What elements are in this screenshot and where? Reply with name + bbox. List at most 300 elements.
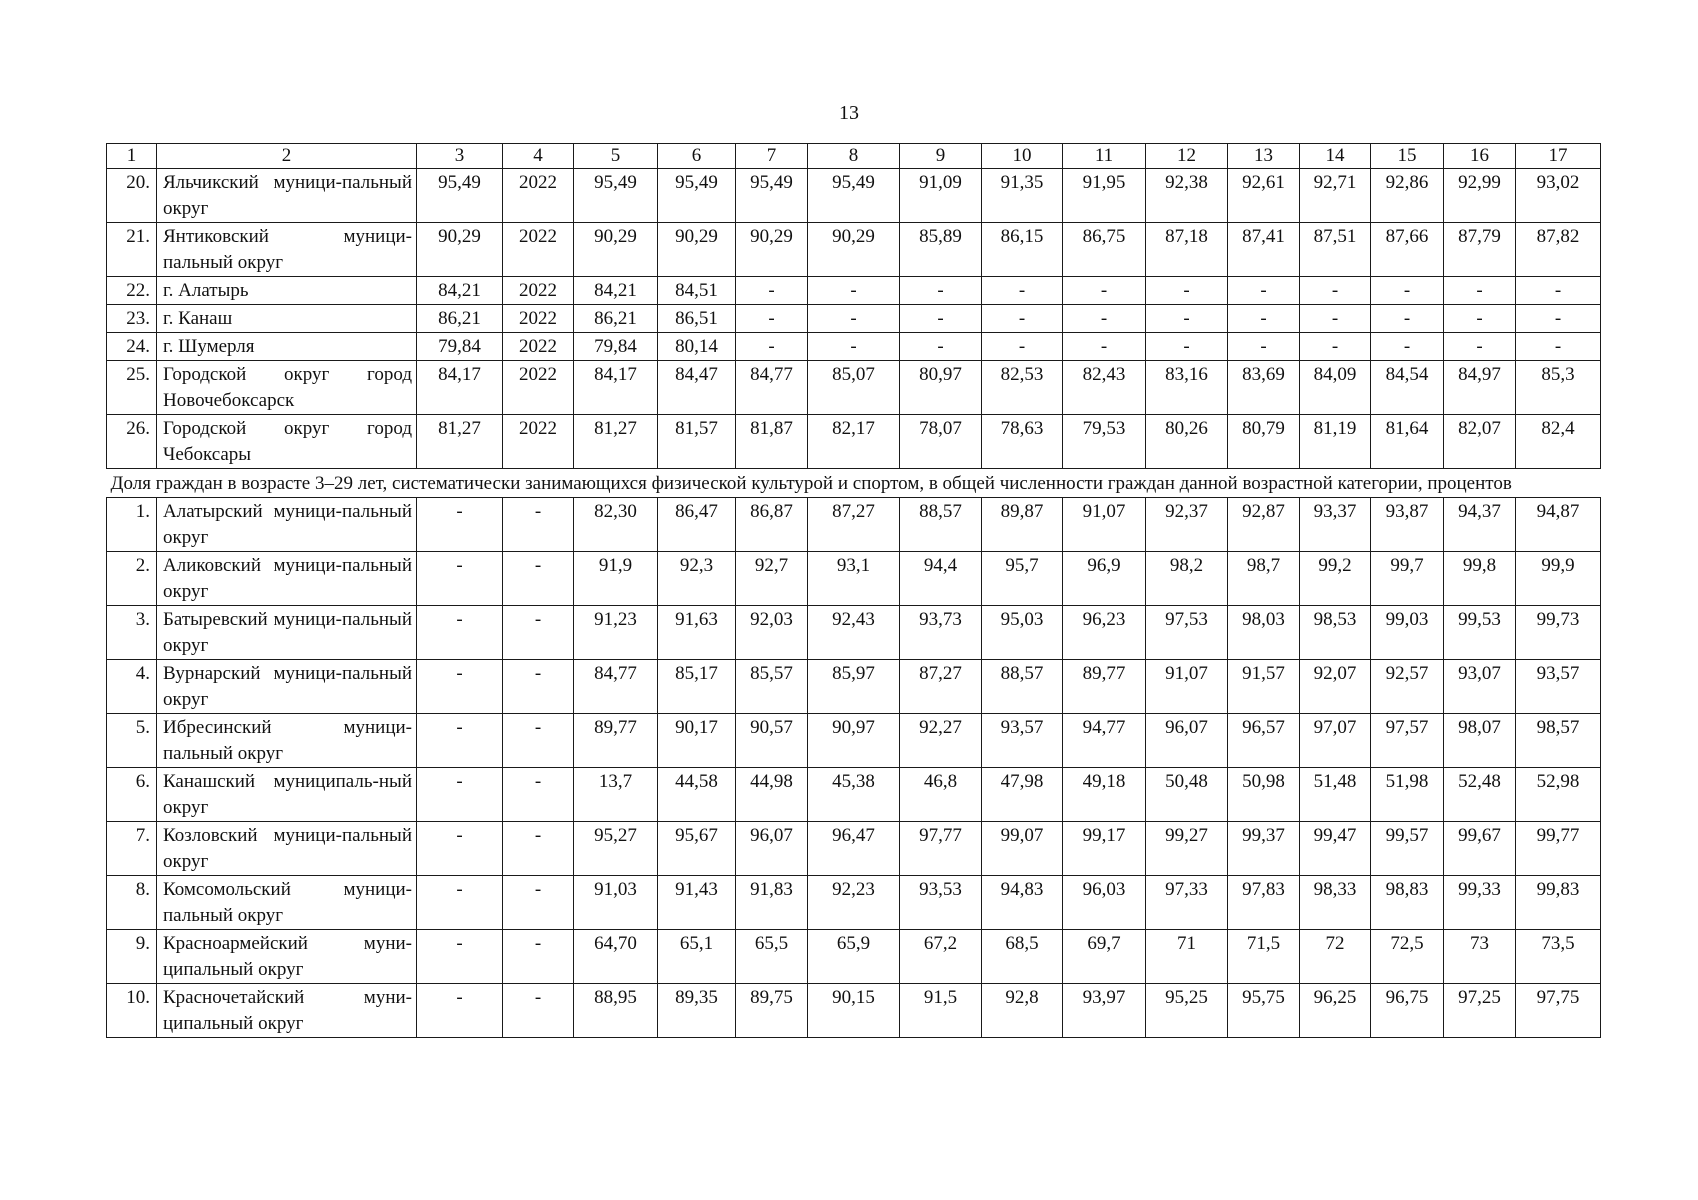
- value-cell: 91,09: [900, 169, 982, 223]
- municipality-name: Козловский муници-пальный округ: [157, 822, 417, 876]
- value-cell: -: [808, 333, 900, 361]
- value-cell: 98,53: [1300, 606, 1371, 660]
- row-number: 8.: [107, 876, 157, 930]
- value-cell: 65,5: [736, 930, 808, 984]
- table-row: [107, 984, 1601, 1038]
- row-number: 6.: [107, 768, 157, 822]
- value-cell: 2022: [503, 277, 574, 305]
- column-header: 5: [574, 144, 658, 169]
- value-cell: 86,47: [658, 498, 736, 552]
- value-cell: 84,09: [1300, 361, 1371, 415]
- value-cell: 50,98: [1228, 768, 1300, 822]
- value-cell: 94,37: [1444, 498, 1516, 552]
- municipality-name: Ибресинский муници-пальный округ: [157, 714, 417, 768]
- column-header: 17: [1516, 144, 1601, 169]
- value-cell: 99,37: [1228, 822, 1300, 876]
- value-cell: -: [503, 768, 574, 822]
- value-cell: -: [900, 333, 982, 361]
- value-cell: 96,47: [808, 822, 900, 876]
- value-cell: 95,03: [982, 606, 1063, 660]
- value-cell: -: [736, 277, 808, 305]
- value-cell: -: [503, 876, 574, 930]
- value-cell: 87,82: [1516, 223, 1601, 277]
- value-cell: 99,2: [1300, 552, 1371, 606]
- column-header: 4: [503, 144, 574, 169]
- value-cell: 92,71: [1300, 169, 1371, 223]
- value-cell: 94,83: [982, 876, 1063, 930]
- value-cell: 44,58: [658, 768, 736, 822]
- value-cell: 90,29: [808, 223, 900, 277]
- value-cell: 94,87: [1516, 498, 1601, 552]
- value-cell: 90,57: [736, 714, 808, 768]
- value-cell: 92,86: [1371, 169, 1444, 223]
- value-cell: 96,07: [736, 822, 808, 876]
- value-cell: 92,99: [1444, 169, 1516, 223]
- value-cell: 96,25: [1300, 984, 1371, 1038]
- value-cell: -: [982, 333, 1063, 361]
- value-cell: 91,95: [1063, 169, 1146, 223]
- value-cell: 85,97: [808, 660, 900, 714]
- column-header: 16: [1444, 144, 1516, 169]
- value-cell: 2022: [503, 305, 574, 333]
- value-cell: -: [417, 498, 503, 552]
- table-row: [107, 660, 1601, 714]
- table-row: [107, 305, 1601, 333]
- value-cell: 95,67: [658, 822, 736, 876]
- value-cell: 99,27: [1146, 822, 1228, 876]
- value-cell: 85,07: [808, 361, 900, 415]
- value-cell: -: [503, 660, 574, 714]
- value-cell: -: [417, 714, 503, 768]
- value-cell: 87,79: [1444, 223, 1516, 277]
- value-cell: 2022: [503, 333, 574, 361]
- value-cell: 72,5: [1371, 930, 1444, 984]
- value-cell: 97,77: [900, 822, 982, 876]
- value-cell: 96,9: [1063, 552, 1146, 606]
- section-row: [107, 469, 1601, 498]
- value-cell: 99,07: [982, 822, 1063, 876]
- value-cell: -: [503, 498, 574, 552]
- column-header: 10: [982, 144, 1063, 169]
- value-cell: -: [503, 984, 574, 1038]
- value-cell: -: [1444, 305, 1516, 333]
- value-cell: 46,8: [900, 768, 982, 822]
- value-cell: 82,53: [982, 361, 1063, 415]
- value-cell: 93,97: [1063, 984, 1146, 1038]
- value-cell: 96,75: [1371, 984, 1444, 1038]
- value-cell: -: [1371, 333, 1444, 361]
- municipality-name: г. Шумерля: [157, 333, 417, 361]
- value-cell: 93,57: [982, 714, 1063, 768]
- value-cell: 69,7: [1063, 930, 1146, 984]
- value-cell: -: [1371, 277, 1444, 305]
- value-cell: 98,33: [1300, 876, 1371, 930]
- value-cell: 81,27: [417, 415, 503, 469]
- value-cell: 89,77: [574, 714, 658, 768]
- column-header: 15: [1371, 144, 1444, 169]
- value-cell: 87,51: [1300, 223, 1371, 277]
- value-cell: 99,57: [1371, 822, 1444, 876]
- value-cell: 91,5: [900, 984, 982, 1038]
- column-header: 7: [736, 144, 808, 169]
- value-cell: -: [982, 277, 1063, 305]
- value-cell: 83,16: [1146, 361, 1228, 415]
- value-cell: 92,87: [1228, 498, 1300, 552]
- section-title: Доля граждан в возрасте 3–29 лет, систематически занимающихся физической культурой и спортом, в общей численности граждан данной возрастной категории, процентов: [107, 469, 1601, 498]
- value-cell: 92,8: [982, 984, 1063, 1038]
- value-cell: -: [1063, 333, 1146, 361]
- table-row: [107, 333, 1601, 361]
- value-cell: 49,18: [1063, 768, 1146, 822]
- row-number: 23.: [107, 305, 157, 333]
- municipality-name: Комсомольский муници-пальный округ: [157, 876, 417, 930]
- value-cell: 85,57: [736, 660, 808, 714]
- value-cell: 65,1: [658, 930, 736, 984]
- table-row: [107, 768, 1601, 822]
- value-cell: 65,9: [808, 930, 900, 984]
- value-cell: -: [417, 822, 503, 876]
- value-cell: -: [736, 305, 808, 333]
- value-cell: 99,53: [1444, 606, 1516, 660]
- table-row: [107, 277, 1601, 305]
- value-cell: 79,53: [1063, 415, 1146, 469]
- row-number: 5.: [107, 714, 157, 768]
- value-cell: 97,25: [1444, 984, 1516, 1038]
- value-cell: 79,84: [417, 333, 503, 361]
- value-cell: -: [417, 876, 503, 930]
- table-row: [107, 361, 1601, 415]
- municipality-name: Алатырский муници-пальный округ: [157, 498, 417, 552]
- value-cell: 99,8: [1444, 552, 1516, 606]
- value-cell: 86,87: [736, 498, 808, 552]
- municipality-name: Красночетайский муни-ципальный округ: [157, 984, 417, 1038]
- value-cell: 90,17: [658, 714, 736, 768]
- value-cell: 93,37: [1300, 498, 1371, 552]
- value-cell: 81,64: [1371, 415, 1444, 469]
- value-cell: 91,57: [1228, 660, 1300, 714]
- table-row: [107, 552, 1601, 606]
- municipality-name: Городской округ город Новочебоксарск: [157, 361, 417, 415]
- value-cell: 93,57: [1516, 660, 1601, 714]
- value-cell: 99,7: [1371, 552, 1444, 606]
- column-header: 9: [900, 144, 982, 169]
- value-cell: 84,51: [658, 277, 736, 305]
- value-cell: 99,47: [1300, 822, 1371, 876]
- value-cell: 50,48: [1146, 768, 1228, 822]
- value-cell: 91,9: [574, 552, 658, 606]
- value-cell: 94,4: [900, 552, 982, 606]
- value-cell: 95,49: [417, 169, 503, 223]
- value-cell: -: [417, 768, 503, 822]
- value-cell: 90,29: [736, 223, 808, 277]
- column-header: 11: [1063, 144, 1146, 169]
- value-cell: 64,70: [574, 930, 658, 984]
- table-row: [107, 606, 1601, 660]
- value-cell: 44,98: [736, 768, 808, 822]
- value-cell: 90,97: [808, 714, 900, 768]
- value-cell: 71: [1146, 930, 1228, 984]
- municipality-name: Городской округ город Чебоксары: [157, 415, 417, 469]
- value-cell: -: [1516, 277, 1601, 305]
- table-header-row: [107, 144, 1601, 169]
- value-cell: 93,02: [1516, 169, 1601, 223]
- value-cell: -: [1146, 277, 1228, 305]
- value-cell: 87,66: [1371, 223, 1444, 277]
- value-cell: 98,2: [1146, 552, 1228, 606]
- value-cell: -: [1516, 333, 1601, 361]
- value-cell: 99,33: [1444, 876, 1516, 930]
- value-cell: 71,5: [1228, 930, 1300, 984]
- value-cell: 92,27: [900, 714, 982, 768]
- value-cell: 93,53: [900, 876, 982, 930]
- value-cell: -: [1300, 305, 1371, 333]
- value-cell: -: [1300, 333, 1371, 361]
- value-cell: 78,63: [982, 415, 1063, 469]
- value-cell: 87,27: [900, 660, 982, 714]
- value-cell: -: [503, 552, 574, 606]
- value-cell: 80,79: [1228, 415, 1300, 469]
- value-cell: 67,2: [900, 930, 982, 984]
- value-cell: 99,17: [1063, 822, 1146, 876]
- value-cell: 81,19: [1300, 415, 1371, 469]
- value-cell: 82,30: [574, 498, 658, 552]
- value-cell: 81,57: [658, 415, 736, 469]
- value-cell: 99,67: [1444, 822, 1516, 876]
- value-cell: -: [808, 277, 900, 305]
- value-cell: -: [417, 660, 503, 714]
- value-cell: 2022: [503, 361, 574, 415]
- value-cell: 92,61: [1228, 169, 1300, 223]
- value-cell: 85,89: [900, 223, 982, 277]
- value-cell: 79,84: [574, 333, 658, 361]
- municipality-name: Яльчикский муници-пальный округ: [157, 169, 417, 223]
- value-cell: 95,25: [1146, 984, 1228, 1038]
- table-row: [107, 876, 1601, 930]
- value-cell: 82,4: [1516, 415, 1601, 469]
- value-cell: 98,83: [1371, 876, 1444, 930]
- value-cell: 2022: [503, 223, 574, 277]
- table-row: [107, 930, 1601, 984]
- column-header: 1: [107, 144, 157, 169]
- value-cell: 98,57: [1516, 714, 1601, 768]
- value-cell: 93,87: [1371, 498, 1444, 552]
- value-cell: 82,17: [808, 415, 900, 469]
- value-cell: 86,75: [1063, 223, 1146, 277]
- table-row: [107, 822, 1601, 876]
- value-cell: 80,26: [1146, 415, 1228, 469]
- value-cell: 99,9: [1516, 552, 1601, 606]
- value-cell: 90,29: [417, 223, 503, 277]
- value-cell: 84,54: [1371, 361, 1444, 415]
- value-cell: 52,48: [1444, 768, 1516, 822]
- value-cell: 96,07: [1146, 714, 1228, 768]
- value-cell: 86,51: [658, 305, 736, 333]
- table-row: [107, 169, 1601, 223]
- indicator-table: [106, 143, 1601, 1038]
- value-cell: 84,47: [658, 361, 736, 415]
- value-cell: -: [1228, 333, 1300, 361]
- value-cell: 84,21: [574, 277, 658, 305]
- value-cell: 92,43: [808, 606, 900, 660]
- value-cell: 95,75: [1228, 984, 1300, 1038]
- municipality-name: Янтиковский муници-пальный округ: [157, 223, 417, 277]
- value-cell: 91,23: [574, 606, 658, 660]
- value-cell: 80,14: [658, 333, 736, 361]
- column-header: 2: [157, 144, 417, 169]
- value-cell: 96,57: [1228, 714, 1300, 768]
- value-cell: -: [1444, 333, 1516, 361]
- value-cell: 89,35: [658, 984, 736, 1038]
- value-cell: 89,75: [736, 984, 808, 1038]
- value-cell: 97,07: [1300, 714, 1371, 768]
- column-header: 6: [658, 144, 736, 169]
- value-cell: -: [1228, 305, 1300, 333]
- value-cell: 95,49: [658, 169, 736, 223]
- value-cell: -: [503, 930, 574, 984]
- value-cell: -: [503, 606, 574, 660]
- value-cell: 87,27: [808, 498, 900, 552]
- value-cell: 92,57: [1371, 660, 1444, 714]
- value-cell: -: [1228, 277, 1300, 305]
- value-cell: -: [736, 333, 808, 361]
- row-number: 2.: [107, 552, 157, 606]
- value-cell: -: [1444, 277, 1516, 305]
- value-cell: -: [417, 984, 503, 1038]
- value-cell: 84,97: [1444, 361, 1516, 415]
- value-cell: 99,03: [1371, 606, 1444, 660]
- value-cell: 72: [1300, 930, 1371, 984]
- value-cell: -: [503, 714, 574, 768]
- column-header: 12: [1146, 144, 1228, 169]
- value-cell: 97,57: [1371, 714, 1444, 768]
- value-cell: 97,75: [1516, 984, 1601, 1038]
- value-cell: 98,7: [1228, 552, 1300, 606]
- column-header: 13: [1228, 144, 1300, 169]
- value-cell: 92,38: [1146, 169, 1228, 223]
- column-header: 14: [1300, 144, 1371, 169]
- value-cell: 52,98: [1516, 768, 1601, 822]
- value-cell: 68,5: [982, 930, 1063, 984]
- value-cell: 84,17: [574, 361, 658, 415]
- row-number: 7.: [107, 822, 157, 876]
- value-cell: 91,35: [982, 169, 1063, 223]
- value-cell: 51,48: [1300, 768, 1371, 822]
- value-cell: 92,3: [658, 552, 736, 606]
- value-cell: 88,95: [574, 984, 658, 1038]
- page-number: 13: [839, 102, 859, 124]
- value-cell: 85,17: [658, 660, 736, 714]
- value-cell: 2022: [503, 415, 574, 469]
- value-cell: 89,87: [982, 498, 1063, 552]
- value-cell: 84,17: [417, 361, 503, 415]
- value-cell: 85,3: [1516, 361, 1601, 415]
- value-cell: 83,69: [1228, 361, 1300, 415]
- value-cell: 95,49: [574, 169, 658, 223]
- value-cell: -: [1146, 305, 1228, 333]
- value-cell: 91,43: [658, 876, 736, 930]
- value-cell: 91,63: [658, 606, 736, 660]
- value-cell: 90,15: [808, 984, 900, 1038]
- value-cell: 95,27: [574, 822, 658, 876]
- value-cell: 96,23: [1063, 606, 1146, 660]
- row-number: 21.: [107, 223, 157, 277]
- municipality-name: г. Канаш: [157, 305, 417, 333]
- value-cell: 95,49: [808, 169, 900, 223]
- value-cell: 80,97: [900, 361, 982, 415]
- value-cell: 95,7: [982, 552, 1063, 606]
- value-cell: 73,5: [1516, 930, 1601, 984]
- municipality-name: Канашский муниципаль-ный округ: [157, 768, 417, 822]
- table-row: [107, 498, 1601, 552]
- value-cell: 47,98: [982, 768, 1063, 822]
- municipality-name: Вурнарский муници-пальный округ: [157, 660, 417, 714]
- value-cell: 13,7: [574, 768, 658, 822]
- row-number: 22.: [107, 277, 157, 305]
- value-cell: 84,77: [574, 660, 658, 714]
- value-cell: 86,21: [417, 305, 503, 333]
- value-cell: 86,15: [982, 223, 1063, 277]
- municipality-name: Батыревский муници-пальный округ: [157, 606, 417, 660]
- value-cell: 89,77: [1063, 660, 1146, 714]
- value-cell: -: [808, 305, 900, 333]
- value-cell: 81,87: [736, 415, 808, 469]
- value-cell: 97,53: [1146, 606, 1228, 660]
- value-cell: -: [1146, 333, 1228, 361]
- value-cell: 99,83: [1516, 876, 1601, 930]
- row-number: 20.: [107, 169, 157, 223]
- value-cell: 92,03: [736, 606, 808, 660]
- row-number: 3.: [107, 606, 157, 660]
- value-cell: 91,03: [574, 876, 658, 930]
- value-cell: 87,41: [1228, 223, 1300, 277]
- municipality-name: Аликовский муници-пальный округ: [157, 552, 417, 606]
- table-row: [107, 415, 1601, 469]
- value-cell: 96,03: [1063, 876, 1146, 930]
- row-number: 24.: [107, 333, 157, 361]
- value-cell: 93,73: [900, 606, 982, 660]
- value-cell: -: [982, 305, 1063, 333]
- value-cell: -: [1516, 305, 1601, 333]
- value-cell: 86,21: [574, 305, 658, 333]
- value-cell: 45,38: [808, 768, 900, 822]
- value-cell: -: [503, 822, 574, 876]
- municipality-name: Красноармейский муни-ципальный округ: [157, 930, 417, 984]
- value-cell: -: [1371, 305, 1444, 333]
- value-cell: 2022: [503, 169, 574, 223]
- value-cell: -: [900, 305, 982, 333]
- value-cell: 73: [1444, 930, 1516, 984]
- value-cell: 78,07: [900, 415, 982, 469]
- column-header: 8: [808, 144, 900, 169]
- table-row: [107, 223, 1601, 277]
- value-cell: 87,18: [1146, 223, 1228, 277]
- value-cell: -: [1063, 277, 1146, 305]
- value-cell: 99,73: [1516, 606, 1601, 660]
- value-cell: 91,83: [736, 876, 808, 930]
- value-cell: 95,49: [736, 169, 808, 223]
- value-cell: 92,23: [808, 876, 900, 930]
- value-cell: 82,43: [1063, 361, 1146, 415]
- value-cell: 93,07: [1444, 660, 1516, 714]
- value-cell: 98,07: [1444, 714, 1516, 768]
- value-cell: -: [900, 277, 982, 305]
- row-number: 9.: [107, 930, 157, 984]
- value-cell: -: [417, 552, 503, 606]
- value-cell: 92,7: [736, 552, 808, 606]
- value-cell: 88,57: [982, 660, 1063, 714]
- value-cell: -: [417, 930, 503, 984]
- row-number: 4.: [107, 660, 157, 714]
